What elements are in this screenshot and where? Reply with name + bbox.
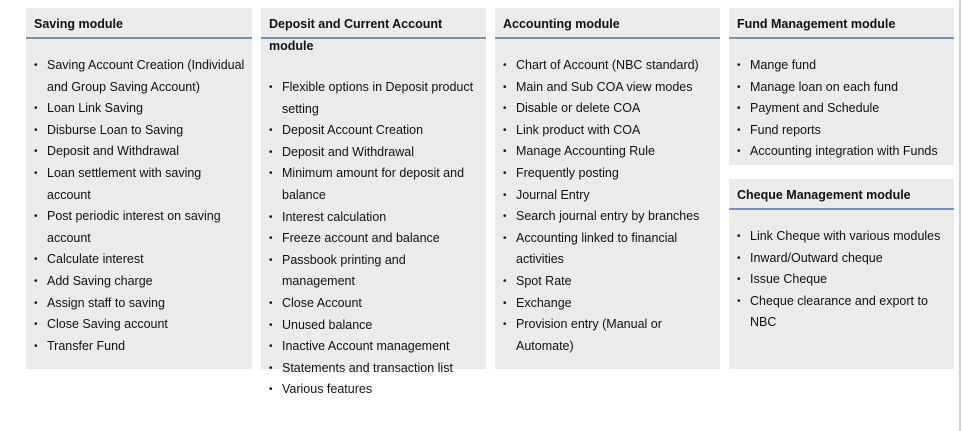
- saving-module-list: [34, 55, 248, 357]
- list-item-text: Provision entry (Manual or Automate): [516, 317, 662, 353]
- list-item: [34, 293, 248, 315]
- cheque-module-card: [729, 179, 954, 369]
- list-item: [503, 185, 716, 207]
- list-item: [34, 336, 248, 358]
- list-item-continuation: [503, 249, 716, 271]
- list-item: [269, 358, 482, 380]
- list-item-text: Flexible options in Deposit product: [282, 80, 474, 94]
- list-item: [269, 142, 482, 164]
- bullet-icon: •: [503, 103, 507, 115]
- bullet-icon: •: [737, 124, 741, 136]
- list-item-text: Issue Cheque: [750, 272, 828, 287]
- list-item: [503, 271, 716, 293]
- list-item-text: Deposit and Withdrawal: [282, 144, 415, 159]
- accounting-module-card: [495, 8, 720, 369]
- accounting-module-list: [503, 55, 716, 357]
- saving-module-title: Saving module: [34, 17, 123, 31]
- list-item: [269, 379, 482, 401]
- bullet-icon: •: [34, 146, 38, 158]
- list-item: [503, 77, 716, 99]
- list-item-text: Passbook printing and management: [282, 252, 406, 289]
- list-item-text: Main and Sub COA view modes: [516, 79, 693, 94]
- bullet-icon: •: [503, 275, 507, 287]
- bullet-icon: •: [34, 340, 38, 352]
- list-item-text: Saving Account Creation (Individual: [47, 58, 245, 72]
- bullet-icon: •: [503, 124, 507, 136]
- list-item-text: Various features: [282, 382, 373, 397]
- bullet-icon: •: [737, 252, 741, 264]
- bullet-icon: •: [269, 125, 273, 137]
- bullet-icon: •: [34, 275, 38, 287]
- list-item-text: Loan Link Saving: [47, 101, 143, 116]
- list-item: [34, 314, 248, 336]
- list-item-text: balance: [282, 187, 326, 202]
- fund-module-header: [729, 8, 954, 39]
- cheque-module-list: [737, 226, 950, 334]
- bullet-icon: •: [503, 297, 507, 309]
- list-item: [34, 98, 248, 120]
- bullet-icon: •: [34, 297, 38, 309]
- list-item-continuation: [34, 228, 248, 250]
- saving-module-header: [26, 8, 252, 39]
- bullet-icon: •: [503, 319, 507, 331]
- list-item: [503, 228, 716, 250]
- list-item: [503, 293, 716, 315]
- deposit-module-list: [269, 77, 482, 401]
- list-item: [737, 120, 950, 142]
- list-item: [34, 249, 248, 271]
- list-item-text: Accounting integration with Funds: [750, 144, 938, 159]
- cheque-module-title: Cheque Management module: [737, 188, 911, 202]
- bullet-icon: •: [269, 297, 273, 309]
- bullet-icon: •: [503, 146, 507, 158]
- list-item: [737, 98, 950, 120]
- list-item-text: Transfer Fund: [47, 338, 126, 353]
- list-item-text: Minimum amount for deposit and: [282, 166, 465, 181]
- bullet-icon: •: [503, 167, 507, 179]
- list-item-text: Close Account: [282, 295, 362, 310]
- list-item: [269, 315, 482, 337]
- list-item-text: Inward/Outward cheque: [750, 250, 883, 265]
- list-item-text: Freeze account and balance: [282, 231, 440, 246]
- list-item-text: Payment and Schedule: [750, 101, 880, 116]
- list-item: [737, 248, 950, 270]
- fund-module-title: Fund Management module: [737, 17, 896, 31]
- list-item-text: Deposit and Withdrawal: [47, 144, 180, 159]
- list-item-text: Interest calculation: [282, 209, 387, 224]
- list-item-text: Spot Rate: [516, 273, 572, 288]
- bullet-icon: •: [34, 319, 38, 331]
- fund-module-card: [729, 8, 954, 165]
- list-item: [503, 120, 716, 142]
- list-item-text: Add Saving charge: [47, 273, 153, 288]
- list-item-text: Cheque clearance and export to: [750, 293, 928, 308]
- list-item-text: account: [47, 230, 91, 245]
- list-item-text: Post periodic interest on saving: [47, 209, 221, 224]
- list-item: [269, 228, 482, 250]
- bullet-icon: •: [269, 233, 273, 245]
- list-item-text: Mange fund: [750, 58, 817, 72]
- list-item: [34, 55, 248, 77]
- list-item: [503, 141, 716, 163]
- bullet-icon: •: [269, 254, 273, 266]
- list-item-text: Exchange: [516, 295, 572, 310]
- accounting-module-title: Accounting module: [503, 17, 620, 31]
- list-item-text: Unused balance: [282, 317, 373, 332]
- list-item: [34, 120, 248, 142]
- list-item: [503, 206, 716, 228]
- list-item-text: Disable or delete COA: [516, 101, 641, 116]
- list-item-text: and Group Saving Account): [47, 79, 200, 94]
- list-item: [34, 163, 248, 206]
- list-item-text: Assign staff to saving: [47, 295, 165, 310]
- list-item: [737, 269, 950, 291]
- list-item-text: setting: [282, 101, 319, 116]
- bullet-icon: •: [737, 103, 741, 115]
- list-item: [34, 206, 248, 228]
- bullet-icon: •: [34, 167, 38, 179]
- list-item: [503, 55, 716, 77]
- list-item: [269, 77, 482, 99]
- bullet-icon: •: [737, 146, 741, 158]
- list-item-text: Disburse Loan to Saving: [47, 122, 184, 137]
- bullet-icon: •: [34, 60, 38, 71]
- bullet-icon: •: [269, 168, 273, 180]
- list-item-text: Frequently posting: [516, 165, 619, 180]
- list-item-text: Manage Accounting Rule: [516, 144, 655, 159]
- list-item-continuation: [269, 185, 482, 207]
- list-item-text: Calculate interest: [47, 252, 144, 267]
- bullet-icon: •: [737, 60, 741, 71]
- list-item-text: activities: [516, 252, 564, 267]
- list-item: [269, 250, 482, 293]
- bullet-icon: •: [269, 362, 273, 374]
- list-item-text: Search journal entry by branches: [516, 209, 700, 224]
- list-item: [269, 336, 482, 358]
- list-item: [34, 141, 248, 163]
- list-item-text: Inactive Account management: [282, 339, 450, 354]
- bullet-icon: •: [737, 81, 741, 93]
- bullet-icon: •: [503, 189, 507, 201]
- bullet-icon: •: [269, 319, 273, 331]
- bullet-icon: •: [34, 211, 38, 223]
- bullet-icon: •: [503, 211, 507, 223]
- bullet-icon: •: [737, 231, 741, 242]
- list-item: [503, 163, 716, 185]
- list-item: [269, 293, 482, 315]
- bullet-icon: •: [503, 232, 507, 244]
- bullet-icon: •: [737, 295, 741, 307]
- bullet-icon: •: [503, 60, 507, 71]
- bullet-icon: •: [269, 146, 273, 158]
- list-item: [737, 55, 950, 77]
- deposit-module-title-continued: module: [269, 39, 314, 53]
- list-item-text: Close Saving account: [47, 317, 168, 332]
- bullet-icon: •: [34, 124, 38, 136]
- list-item-text: NBC: [750, 315, 777, 330]
- list-item-continuation: [34, 77, 248, 99]
- deposit-module-title: Deposit and Current Account: [269, 17, 443, 31]
- list-item-text: Link Cheque with various modules: [750, 229, 941, 243]
- bullet-icon: •: [269, 341, 273, 353]
- bullet-icon: •: [34, 254, 38, 266]
- list-item-text: Chart of Account (NBC standard): [516, 58, 699, 72]
- list-item-text: Accounting linked to financial: [516, 230, 678, 245]
- bullet-icon: •: [269, 82, 273, 93]
- accounting-module-header: [495, 8, 720, 39]
- list-item: [269, 207, 482, 229]
- list-item-text: Statements and transaction list: [282, 360, 453, 375]
- bullet-icon: •: [737, 274, 741, 286]
- list-item-text: Deposit Account Creation: [282, 123, 424, 138]
- bullet-icon: •: [503, 81, 507, 93]
- bullet-icon: •: [269, 384, 273, 396]
- list-item: [737, 77, 950, 99]
- list-item-text: Manage loan on each fund: [750, 79, 899, 94]
- list-item-text: Fund reports: [750, 122, 821, 137]
- list-item: [737, 226, 950, 248]
- cheque-module-header: [729, 179, 954, 210]
- fund-module-list: [737, 55, 950, 163]
- list-item: [34, 271, 248, 293]
- list-item: [737, 291, 950, 313]
- list-item: [503, 98, 716, 120]
- list-item-text: Link product with COA: [516, 122, 641, 137]
- deposit-module-card: [261, 8, 486, 397]
- scrollbar-edge[interactable]: [959, 0, 961, 431]
- bullet-icon: •: [269, 211, 273, 223]
- list-item: [503, 314, 716, 357]
- bullet-icon: •: [34, 103, 38, 115]
- list-item-text: Journal Entry: [516, 187, 590, 202]
- saving-module-card: [26, 8, 252, 369]
- list-item-text: Loan settlement with saving account: [47, 165, 202, 202]
- list-item-continuation: [269, 99, 482, 121]
- list-item-continuation: [737, 312, 950, 334]
- list-item: [737, 141, 950, 163]
- list-item: [269, 120, 482, 142]
- list-item: [269, 163, 482, 185]
